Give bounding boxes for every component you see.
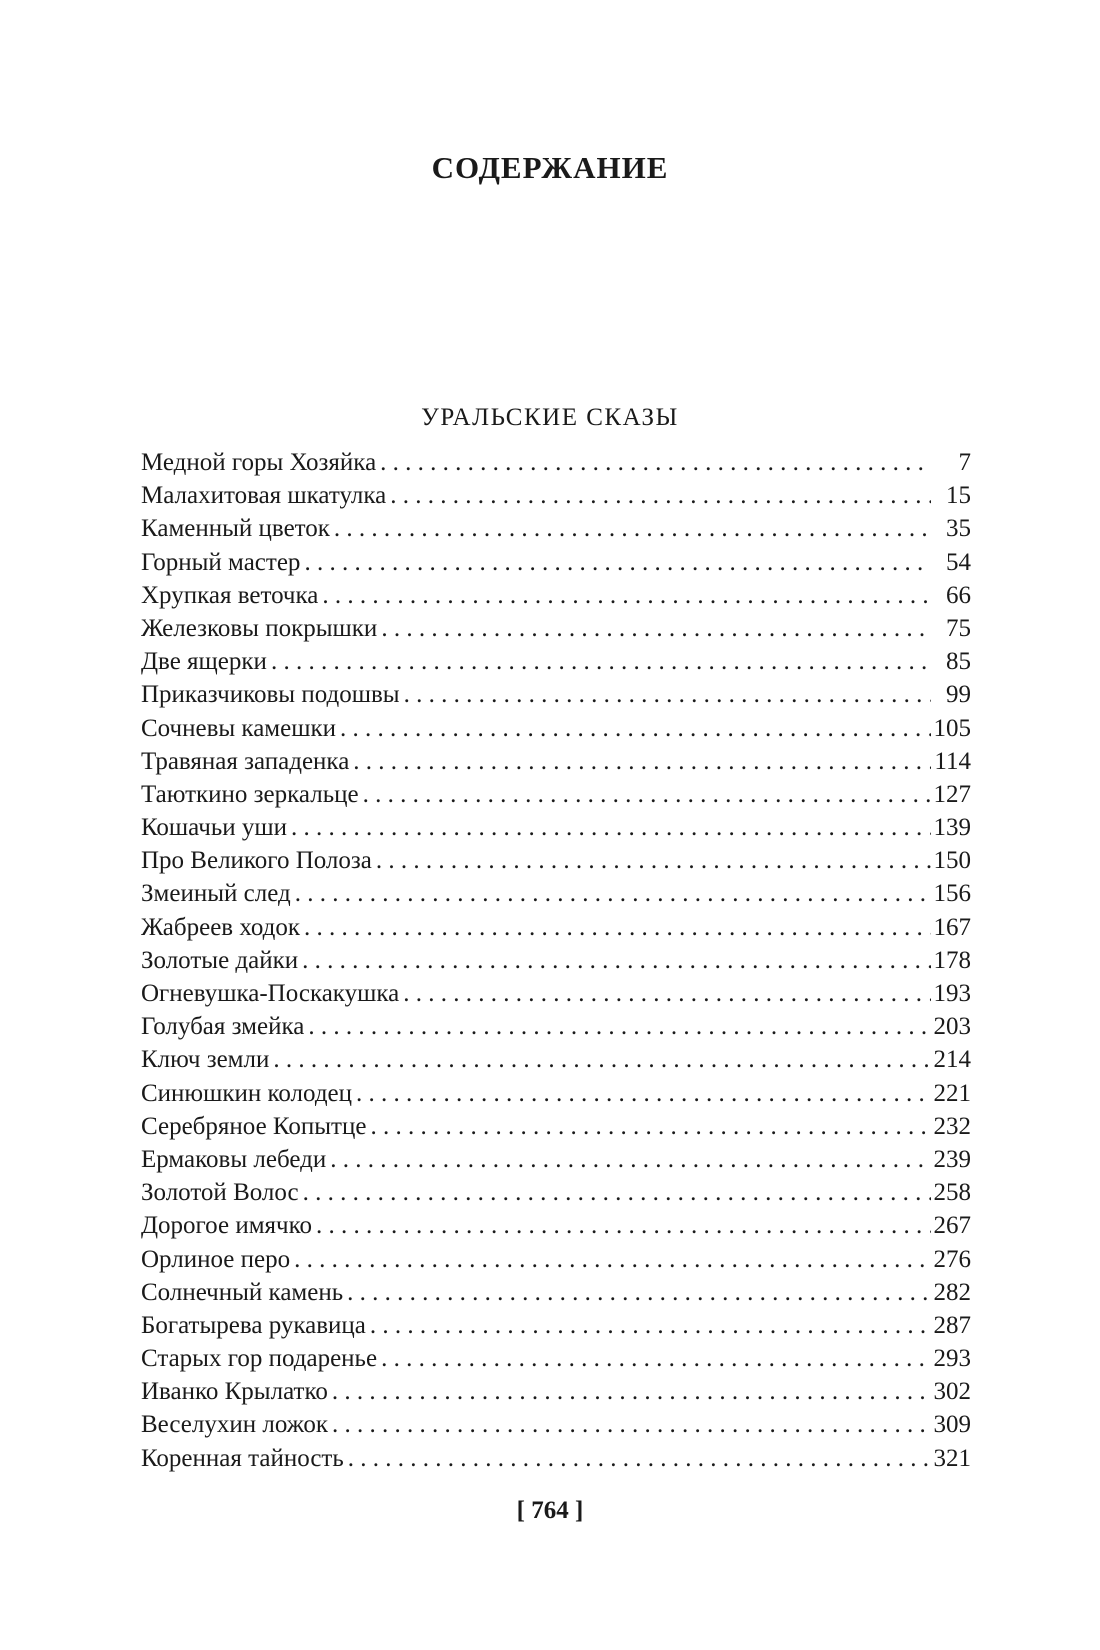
toc-entry[interactable] bbox=[141, 678, 971, 711]
toc-entry[interactable] bbox=[141, 1077, 971, 1110]
toc-entry[interactable] bbox=[141, 479, 971, 512]
toc-entry-page: 232 bbox=[933, 1112, 971, 1140]
toc-leader-dots bbox=[303, 1176, 931, 1209]
toc-entry-page: 99 bbox=[946, 681, 971, 709]
toc-entry[interactable] bbox=[141, 977, 971, 1010]
toc-leader-dots bbox=[347, 1276, 931, 1309]
toc-entry-title: Железковы покрышки bbox=[141, 614, 378, 642]
toc-entry[interactable] bbox=[141, 1342, 971, 1375]
toc-entry[interactable] bbox=[141, 877, 971, 910]
toc-entry-title: Огневушка-Поскакушка bbox=[141, 980, 400, 1007]
toc-entry-page: 282 bbox=[933, 1278, 971, 1306]
toc-entry[interactable] bbox=[141, 1010, 971, 1043]
toc-entry-page: 127 bbox=[933, 780, 971, 808]
toc-entry[interactable] bbox=[141, 1110, 971, 1143]
toc-entry-page: 114 bbox=[934, 747, 971, 775]
toc-entry-title: Змеиный след bbox=[141, 880, 291, 908]
toc-leader-dots bbox=[304, 546, 931, 579]
toc-entry-page: 193 bbox=[933, 980, 971, 1007]
toc-entry-page: 85 bbox=[946, 648, 971, 676]
toc-entry-page: 167 bbox=[933, 913, 971, 941]
toc-entry-page: 75 bbox=[946, 614, 971, 642]
toc-leader-dots bbox=[322, 579, 931, 612]
toc-entry-page: 309 bbox=[933, 1411, 971, 1439]
toc-entry[interactable] bbox=[141, 911, 971, 944]
toc-leader-dots bbox=[332, 1375, 931, 1408]
toc-leader-dots bbox=[330, 1143, 931, 1176]
toc-leader-dots bbox=[271, 645, 931, 678]
toc-entry[interactable] bbox=[141, 446, 971, 479]
toc-entry-title: Травяная западенка bbox=[141, 747, 350, 775]
toc-leader-dots bbox=[273, 1043, 931, 1076]
toc-entry[interactable] bbox=[141, 778, 971, 811]
toc-entry-title: Дорогое имячко bbox=[141, 1212, 312, 1240]
toc-entry-page: 214 bbox=[933, 1046, 971, 1074]
toc-entry-title: Орлиное перо bbox=[141, 1245, 291, 1273]
page-title: СОДЕРЖАНИЕ bbox=[431, 150, 669, 185]
toc-entry-title: Две ящерки bbox=[141, 648, 267, 676]
toc-leader-dots bbox=[332, 1408, 931, 1441]
toc-entry-page: 258 bbox=[933, 1179, 971, 1207]
toc-entry[interactable] bbox=[141, 844, 971, 877]
toc-entry-page: 7 bbox=[958, 449, 971, 476]
toc-entry-title: Малахитовая шкатулка bbox=[141, 482, 387, 510]
toc-entry-title: Хрупкая веточка bbox=[141, 581, 319, 609]
toc-entry-page: 293 bbox=[933, 1345, 971, 1373]
toc-leader-dots bbox=[308, 1010, 931, 1043]
toc-entry-page: 35 bbox=[946, 515, 971, 543]
toc-entry-title: Серебряное Копытце bbox=[141, 1112, 367, 1140]
toc-entry[interactable] bbox=[141, 712, 971, 745]
toc-entry[interactable] bbox=[141, 1309, 971, 1342]
toc-leader-dots bbox=[404, 678, 931, 711]
toc-leader-dots bbox=[334, 512, 931, 545]
toc-entry-page: 203 bbox=[933, 1013, 971, 1041]
toc-entry-title: Иванко Крылатко bbox=[141, 1378, 328, 1406]
toc-entry-page: 239 bbox=[933, 1145, 971, 1173]
toc-entry-title: Старых гор подаренье bbox=[141, 1345, 378, 1373]
toc-leader-dots bbox=[294, 1243, 931, 1276]
toc-entry-title: Богатырева рукавица bbox=[141, 1311, 366, 1339]
toc-entry-title: Солнечный камень bbox=[141, 1278, 344, 1306]
toc-entry-page: 276 bbox=[933, 1245, 971, 1273]
toc-entry[interactable] bbox=[141, 811, 971, 844]
toc-leader-dots bbox=[316, 1209, 931, 1242]
toc-entry-title: Жабреев ходок bbox=[141, 913, 301, 941]
toc-entry[interactable] bbox=[141, 1276, 971, 1309]
toc-entry-title: Коренная тайность bbox=[141, 1444, 344, 1472]
table-of-contents bbox=[141, 446, 971, 1475]
toc-entry-title: Веселухин ложок bbox=[141, 1411, 329, 1439]
toc-entry-title: Кошачьи уши bbox=[141, 814, 288, 842]
toc-entry-title: Золотые дайки bbox=[141, 946, 299, 974]
toc-leader-dots bbox=[348, 1442, 931, 1475]
toc-entry[interactable] bbox=[141, 1176, 971, 1209]
toc-entry[interactable] bbox=[141, 1143, 971, 1176]
toc-entry-page: 287 bbox=[933, 1311, 971, 1339]
toc-entry-title: Приказчиковы подошвы bbox=[141, 681, 400, 709]
toc-leader-dots bbox=[380, 446, 931, 479]
toc-leader-dots bbox=[403, 977, 931, 1010]
toc-entry-title: Золотой Волос bbox=[141, 1179, 299, 1207]
toc-entry-title: Ермаковы лебеди bbox=[141, 1145, 327, 1173]
toc-entry[interactable] bbox=[141, 612, 971, 645]
toc-entry-page: 302 bbox=[933, 1378, 971, 1406]
toc-leader-dots bbox=[376, 844, 931, 877]
toc-entry-page: 178 bbox=[933, 946, 971, 974]
toc-leader-dots bbox=[370, 1309, 931, 1342]
toc-entry[interactable] bbox=[141, 1243, 971, 1276]
toc-entry-page: 105 bbox=[933, 714, 971, 742]
toc-entry-title: Сочневы камешки bbox=[141, 714, 336, 742]
toc-leader-dots bbox=[353, 745, 931, 778]
toc-entry-title: Голубая змейка bbox=[141, 1013, 305, 1041]
toc-entry-title: Медной горы Хозяйка bbox=[141, 449, 377, 476]
toc-entry-title: Каменный цветок bbox=[141, 515, 330, 543]
toc-entry-title: Про Великого Полоза bbox=[141, 847, 372, 875]
section-title: УРАЛЬСКИЕ СКАЗЫ bbox=[421, 404, 679, 431]
toc-entry[interactable] bbox=[141, 645, 971, 678]
toc-leader-dots bbox=[381, 612, 931, 645]
toc-leader-dots bbox=[304, 911, 931, 944]
toc-leader-dots bbox=[295, 877, 931, 910]
toc-entry[interactable] bbox=[141, 1209, 971, 1242]
toc-entry[interactable] bbox=[141, 1375, 971, 1408]
toc-entry[interactable] bbox=[141, 1043, 971, 1076]
toc-leader-dots bbox=[291, 811, 931, 844]
toc-leader-dots bbox=[363, 778, 931, 811]
toc-entry-page: 156 bbox=[933, 880, 971, 908]
toc-leader-dots bbox=[390, 479, 931, 512]
toc-entry-title: Таюткино зеркальце bbox=[141, 780, 359, 808]
toc-entry-title: Синюшкин колодец bbox=[141, 1079, 353, 1107]
toc-entry-page: 66 bbox=[946, 581, 971, 609]
toc-entry-page: 150 bbox=[933, 847, 971, 875]
toc-entry[interactable] bbox=[141, 745, 971, 778]
toc-entry-page: 221 bbox=[933, 1079, 971, 1107]
page-number: [ 764 ] bbox=[516, 1497, 584, 1524]
toc-entry-page: 321 bbox=[933, 1444, 971, 1472]
toc-entry-page: 267 bbox=[933, 1212, 971, 1240]
toc-entry[interactable] bbox=[141, 1442, 971, 1475]
toc-entry-title: Горный мастер bbox=[141, 548, 301, 576]
toc-entry-page: 15 bbox=[946, 482, 971, 510]
toc-entry-page: 54 bbox=[946, 548, 971, 576]
toc-entry[interactable] bbox=[141, 1408, 971, 1441]
toc-entry[interactable] bbox=[141, 579, 971, 612]
toc-leader-dots bbox=[302, 944, 931, 977]
toc-entry[interactable] bbox=[141, 512, 971, 545]
toc-leader-dots bbox=[340, 712, 931, 745]
toc-entry[interactable] bbox=[141, 546, 971, 579]
toc-entry[interactable] bbox=[141, 944, 971, 977]
toc-entry-page: 139 bbox=[933, 814, 971, 842]
toc-entry-title: Ключ земли bbox=[141, 1046, 270, 1074]
toc-leader-dots bbox=[356, 1077, 931, 1110]
toc-leader-dots bbox=[370, 1110, 931, 1143]
toc-leader-dots bbox=[381, 1342, 931, 1375]
